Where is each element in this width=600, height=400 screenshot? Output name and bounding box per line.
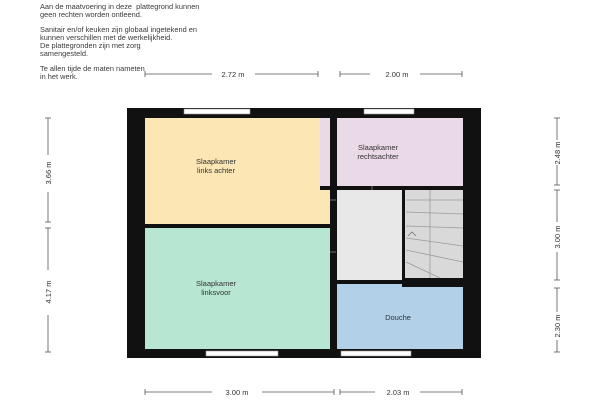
dimension-left-lower: 4.17 m bbox=[44, 280, 53, 304]
room-label-links-achter-2: links achter bbox=[197, 166, 235, 175]
disclaimer-line: Te allen tijde de maten nameten bbox=[40, 64, 145, 73]
disclaimer-line: samengesteld. bbox=[40, 49, 89, 58]
dimension-top-left: 2.72 m bbox=[221, 70, 245, 79]
room-label-douche: Douche bbox=[385, 313, 411, 322]
disclaimer-line: Aan de maatvoering in deze plattegrond kunnen bbox=[40, 2, 200, 11]
room-label-rechtsachter-1: Slaapkamer bbox=[357, 143, 399, 152]
disclaimer-line: geen rechten worden ontleend. bbox=[40, 10, 142, 19]
room-label-linksvoor-2: linksvoor bbox=[201, 288, 231, 297]
room-label-rechtsachter-2: rechtsachter bbox=[357, 152, 399, 161]
disclaimer-line: in het werk. bbox=[40, 72, 78, 81]
room-label-linksvoor-1: Slaapkamer bbox=[195, 279, 237, 288]
dimension-right-upper: 2.48 m bbox=[553, 141, 562, 165]
dimension-left-upper: 3.66 m bbox=[44, 161, 53, 185]
dimension-top-right: 2.00 m bbox=[385, 70, 409, 79]
staircase bbox=[404, 190, 463, 280]
dimension-right-middle: 3.00 m bbox=[553, 225, 562, 249]
room-hall bbox=[337, 190, 402, 280]
disclaimer-line: Sanitair en/of keuken zijn globaal ingetekend en bbox=[40, 25, 197, 34]
room-slaapkamer-linksvoor bbox=[145, 228, 330, 349]
dimension-bottom-left: 3.00 m bbox=[225, 388, 249, 397]
room-slaapkamer-links-achter bbox=[145, 118, 330, 224]
room-label-links-achter-1: Slaapkamer bbox=[195, 157, 237, 166]
dimension-bottom-right: 2.03 m bbox=[386, 388, 410, 397]
disclaimer-line: kunnen verschillen met de werkelijkheid. bbox=[40, 33, 173, 42]
dimension-right-lower: 2.30 m bbox=[553, 314, 562, 338]
disclaimer-line: De plattegronden zijn met zorg bbox=[40, 41, 141, 50]
